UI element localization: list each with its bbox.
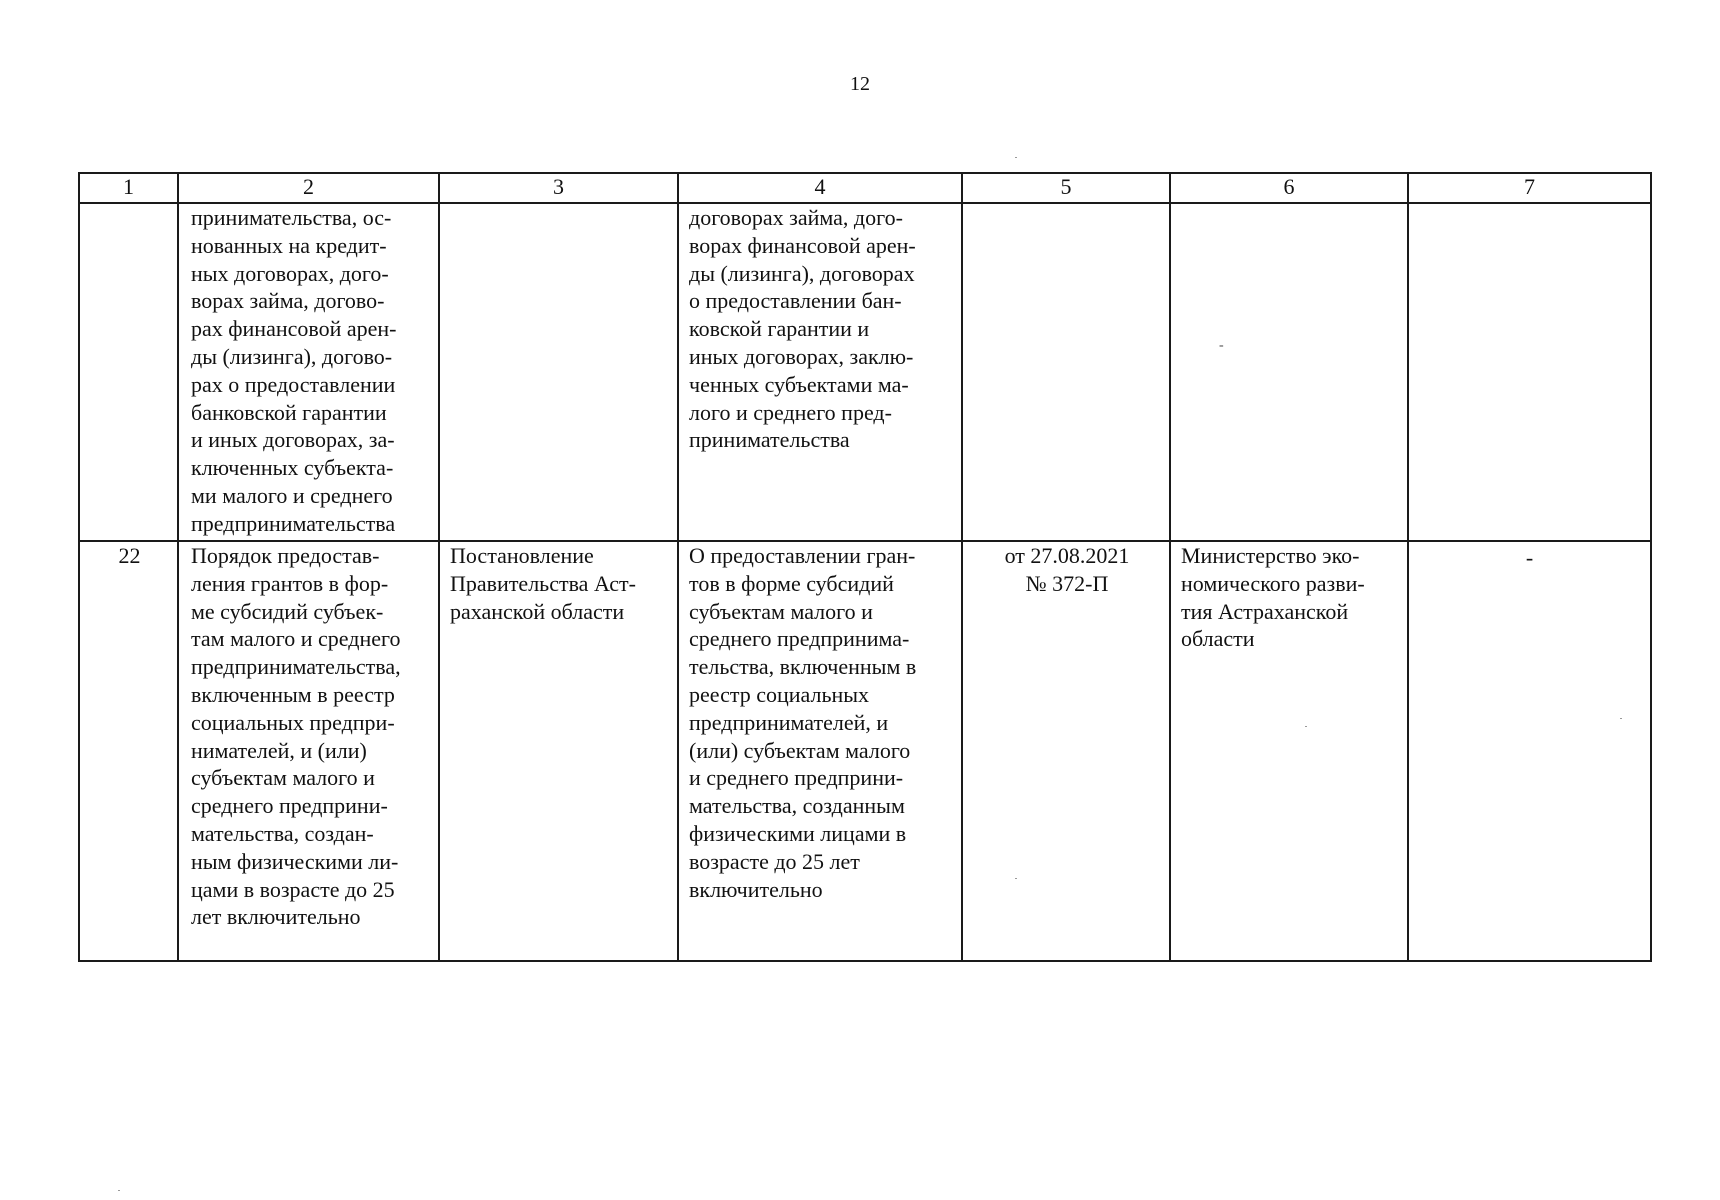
cell-act-subject: Порядок предостав- ления грантов в фор- ме субсидий субъек- там малого и среднего предпринимательства, включенным в реестр социальных предпри- нимателей, и (или) субъектам малого и среднего предприни- мательства, создан- ным физическими ли- цами в возрасте до 25 лет включительно xyxy=(178,541,439,961)
cell-act-date: от 27.08.2021 № 372-П xyxy=(962,541,1170,961)
scan-speck xyxy=(118,1190,120,1191)
dash-mark: - xyxy=(1219,338,1224,353)
scan-speck xyxy=(1305,726,1307,727)
column-header-5: 5 xyxy=(962,173,1170,203)
table-header-row xyxy=(79,173,1651,203)
column-header-4: 4 xyxy=(678,173,962,203)
cell-authority xyxy=(1170,203,1408,541)
column-header-3: 3 xyxy=(439,173,678,203)
column-header-7: 7 xyxy=(1408,173,1651,203)
cell-act-date xyxy=(962,203,1170,541)
cell-act-title: О предоставлении гран- тов в форме субсидий субъектам малого и среднего предпринима- тельства, включенным в реестр социальных предпринимателей, и (или) субъектам малого и среднего предприни- мательства, созданным физическими лицами в возрасте до 25 лет включительно xyxy=(678,541,962,961)
cell-note: - xyxy=(1408,541,1651,961)
cell-note xyxy=(1408,203,1651,541)
table-row-22 xyxy=(79,541,1651,961)
column-header-6: 6 xyxy=(1170,173,1408,203)
cell-act-title: договорах займа, дого- ворах финансовой арен- ды (лизинга), договорах о предоставлении бан- ковской гарантии и иных договорах, заклю- ченных субъектами ма- лого и среднего пред- принимательства xyxy=(678,203,962,541)
cell-act-type xyxy=(439,203,678,541)
table-row-continuation xyxy=(79,203,1651,541)
column-header-1: 1 xyxy=(79,173,178,203)
cell-act-subject: принимательства, ос- нованных на кредит- ных договорах, дого- ворах займа, догово- рах финансовой арен- ды (лизинга), догово- рах о предоставлении банковской гарантии и иных договорах, за- ключенных субъекта- ми малого и среднего предпринимательства xyxy=(178,203,439,541)
cell-authority: Министерство эко- номического разви- тия Астраханской области xyxy=(1170,541,1408,961)
scan-speck xyxy=(1015,878,1017,879)
cell-number: 22 xyxy=(79,541,178,961)
cell-act-type: Постановление Правительства Аст- раханской области xyxy=(439,541,678,961)
column-header-2: 2 xyxy=(178,173,439,203)
scan-speck xyxy=(1620,718,1622,719)
cell-number xyxy=(79,203,178,541)
scan-speck xyxy=(1015,157,1017,158)
registry-table xyxy=(78,172,1652,962)
page-number: 12 xyxy=(850,73,870,95)
